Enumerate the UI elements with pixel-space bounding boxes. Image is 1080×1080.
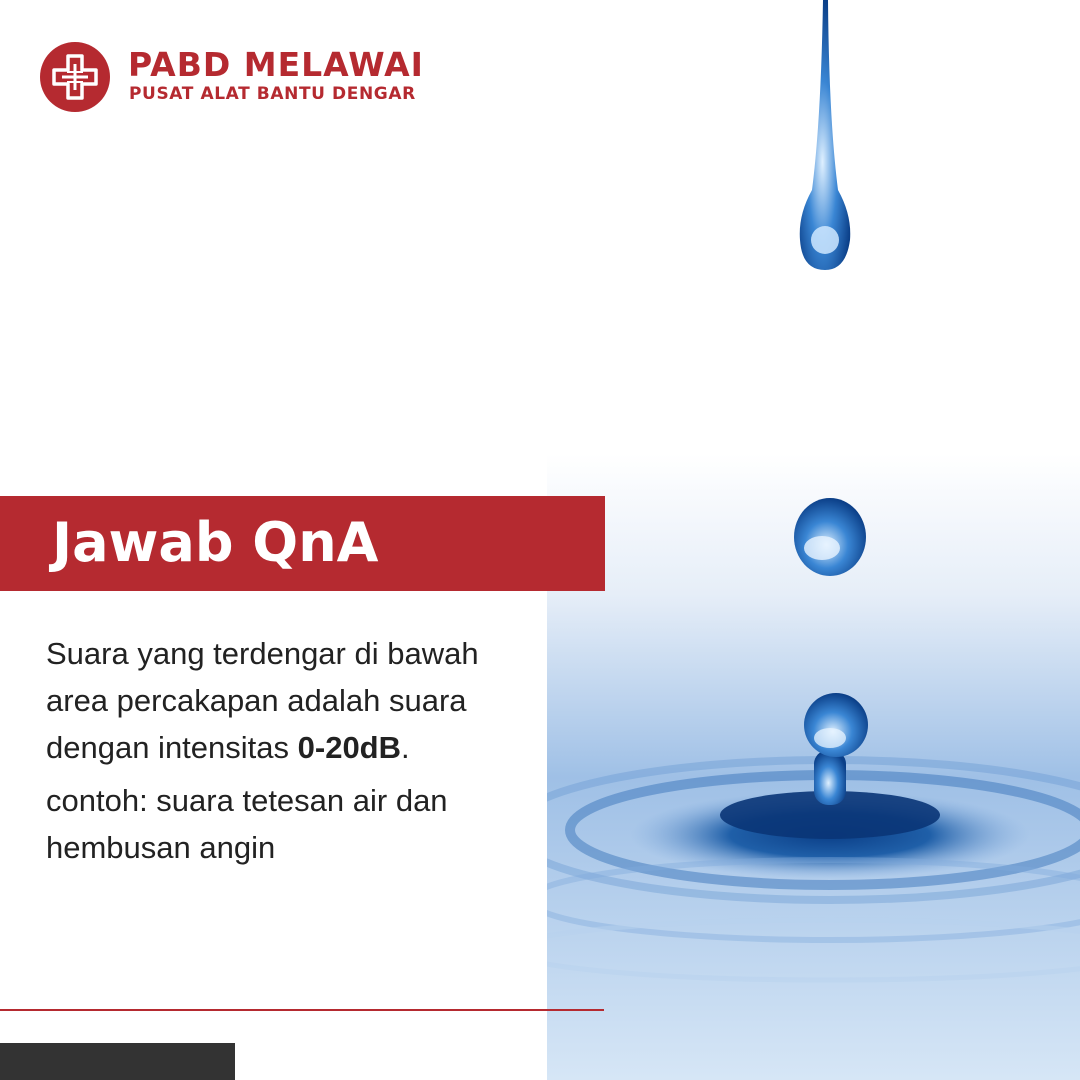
brand-tagline: PUSAT ALAT BANTU DENGAR <box>129 84 416 104</box>
brand-name: PABD MELAWAI <box>128 45 424 84</box>
answer-text-after: . <box>401 730 410 765</box>
example-text: contoh: suara tetesan air dan hembusan angin <box>46 783 448 865</box>
divider-line <box>0 1009 604 1011</box>
answer-paragraph <box>46 630 516 771</box>
answer-text-before: Suara yang terdengar di bawah area percakapan adalah suara dengan intensitas <box>46 636 479 765</box>
intensity-highlight: 0-20dB <box>297 730 402 765</box>
hearing-cross-icon <box>40 42 110 112</box>
page-title: Jawab QnA <box>52 511 379 574</box>
footer-bar <box>0 1043 235 1080</box>
answer-text <box>46 630 516 871</box>
title-banner <box>0 496 605 591</box>
brand-logo <box>40 42 460 114</box>
